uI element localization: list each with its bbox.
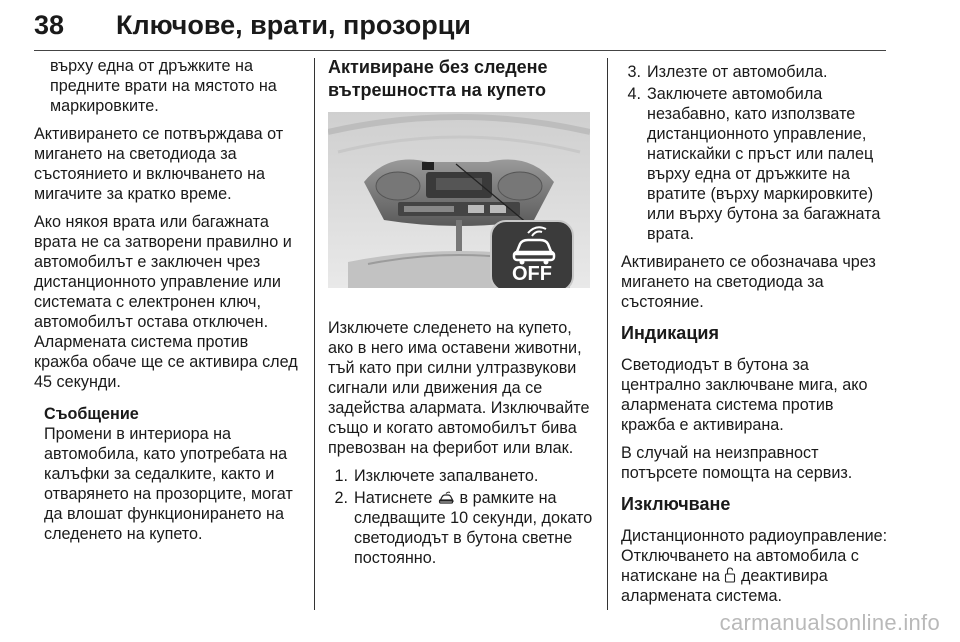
column-3: [621, 56, 889, 614]
paragraph: Светодиодът в бутона за централно заключване мига, ако алармената система против кражба е активирана.: [621, 356, 868, 434]
column-divider: [314, 58, 315, 610]
list-item: 4. Заключете автомобила незабавно, като използвате дистанционното управление, натискайки с пръст или палец върху една от дръжките на вратите (върху маркировките) или върху бутона за багажната врата.: [627, 85, 881, 243]
note-block: [34, 404, 300, 544]
paragraph: Изключете следенето на купето, ако в него има оставени животни, тъй като при силни ултразвукови сигнали или движения да се задейства алармата. Изключвайте също и когато автомобилът бива превозван на ферибот или влак.: [328, 319, 590, 457]
steps-list: [328, 466, 596, 568]
page-number: 38: [34, 10, 65, 40]
paragraph: Дистанционното радиоуправление: Отключването на автомобила с натискане на деактивира алармената система.: [621, 527, 888, 605]
column-1: [34, 56, 300, 544]
steps-list: [621, 62, 889, 244]
paragraph: Ако някоя врата или багажната врата не са затворени правилно и автомобилът е заключен чрез дистанционното управление или системата с електронен ключ, автомобилът остава отключен. Алармената система против кражба обаче ще се активира след 45 секунди.: [34, 213, 298, 391]
section-heading: Изключване: [621, 494, 731, 514]
list-item: 3. Излезте от автомобила.: [627, 63, 828, 81]
unlock-icon: [724, 567, 736, 583]
note-text: Промени в интериора на автомобила, като употребата на калъфки за седалките, както и отварянето на прозорците, могат да влошат функционирането на следенето на купето.: [44, 425, 293, 543]
note-title: Съобщение: [44, 405, 139, 423]
list-item: 2. Натиснете в рамките на следващите 10 секунди, докато светодиодът в бутона светне постоянно.: [334, 489, 593, 567]
column-2: [328, 56, 596, 576]
paragraph: Активирането се потвърждава от мигането на светодиода за състоянието и включването на мигачите за кратко време.: [34, 125, 284, 203]
section-heading: Активиране без следене вътрешността на купето: [328, 57, 548, 100]
off-label: OFF: [512, 263, 552, 285]
interior-monitoring-figure: [328, 112, 590, 288]
paragraph: Активирането се обозначава чрез мигането на светодиода за състояние.: [621, 253, 876, 311]
car-monitoring-icon: [492, 226, 576, 266]
list-continuation: върху една от дръжките на предните врати на мястото на маркировките.: [50, 57, 277, 115]
car-monitoring-icon: [437, 491, 455, 505]
page-title: Ключове, врати, прозорци: [116, 10, 471, 40]
list-item: 1. Изключете запалването.: [334, 467, 539, 485]
column-divider: [607, 58, 608, 610]
watermark: carmanualsonline.info: [719, 610, 940, 635]
paragraph: В случай на неизправност потърсете помощта на сервиз.: [621, 444, 853, 482]
page-header: [34, 0, 886, 51]
section-heading: Индикация: [621, 323, 719, 343]
interior-monitoring-off-button: [490, 220, 574, 288]
